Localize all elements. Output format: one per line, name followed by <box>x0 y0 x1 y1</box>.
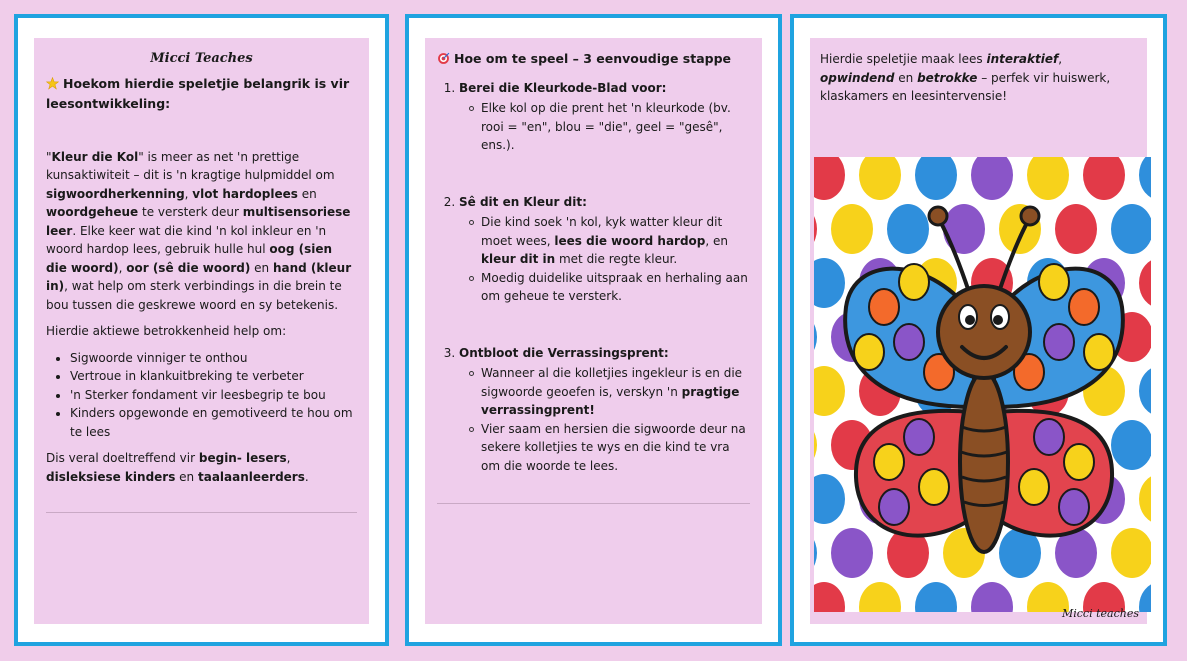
dot <box>814 258 845 308</box>
dot <box>1139 366 1151 416</box>
wing-dot <box>879 489 909 525</box>
info-card-why <box>14 14 389 646</box>
dot <box>814 366 845 416</box>
butterfly-illustration <box>814 157 1151 612</box>
wing-dot <box>1064 444 1094 480</box>
dot <box>831 204 873 254</box>
signature: Micci teaches <box>1061 607 1139 620</box>
list-item: Die kind soek 'n kol, kyk watter kleur dit moet wees, lees die woord hardop, en kleur dit in met die regte kleur. <box>481 213 750 269</box>
dot <box>943 204 985 254</box>
steps-list <box>437 79 750 476</box>
dot <box>814 474 845 524</box>
closing-paragraph: Dis veral doeltreffend vir begin- lesers, disleksiese kinders en taalaanleerders. <box>46 451 309 484</box>
how-heading: Hoe om te speel – 3 eenvoudige stappe <box>437 50 750 71</box>
intro-paragraph: "Kleur die Kol" is meer as net 'n prettige kunsaktiwiteit – dit is 'n kragtige hulpmiddel om sigwoordherkenning, vlot hardoplees en woordgeheue te versterk deur multisensoriese leer. Elke keer wat die kind 'n kol inkleur en 'n woord hardop lees, gebruik hulle hul oog (sien die woord), oor (sê die woord) en hand (kleur in), wat help om sterk verbindings in die brein te bou tussen die geskrewe woord en sy betekenis. <box>46 149 352 312</box>
dot <box>1111 420 1151 470</box>
butterfly-dot-picture <box>814 157 1151 612</box>
list-item: • Kinders opgewonde en gemotiveerd te hou om te lees <box>70 404 357 441</box>
dot <box>971 582 1013 612</box>
wing-dot <box>1044 324 1074 360</box>
wing-dot <box>1059 489 1089 525</box>
wing-dot <box>1019 469 1049 505</box>
step-1 <box>459 79 750 155</box>
list-item: Vier saam en hersien die sigwoorde deur na sekere kolletjies te wys en die kind te vra om die woorde te lees. <box>481 420 750 476</box>
butterfly-icon <box>845 207 1123 552</box>
dot <box>1083 157 1125 200</box>
dot <box>1139 474 1151 524</box>
step-3 <box>459 344 750 476</box>
dot <box>1139 157 1151 200</box>
wing-dot <box>854 334 884 370</box>
dot <box>814 312 817 362</box>
dot <box>971 157 1013 200</box>
dot <box>814 204 817 254</box>
list-item: Moedig duidelike uitspraak en herhaling aan om geheue te versterk. <box>481 269 750 306</box>
dot <box>814 157 845 200</box>
wing-dot <box>1084 334 1114 370</box>
wing-dot <box>1034 419 1064 455</box>
list-item: Elke kol op die prent het 'n kleurkode (bv. rooi = "en", blou = "die", geel = "gesê", ens.). <box>481 99 750 155</box>
dot <box>915 582 957 612</box>
wing-dot <box>869 289 899 325</box>
wing-dot <box>904 419 934 455</box>
divider <box>437 503 750 504</box>
list-item: • Sigwoorde vinniger te onthou <box>70 349 357 368</box>
star-icon <box>46 77 59 96</box>
list-item: • Vertroue in klankuitbreking te verbeter <box>70 367 357 386</box>
list-item: • 'n Sterker fondament vir leesbegrip te bou <box>70 386 357 405</box>
summary-paragraph: Hierdie speletjie maak lees interaktief, opwindend en betrokke – perfek vir huiswerk, klaskamers en leesintervensie! <box>820 52 1111 103</box>
step-title: Ontbloot die Verrassingsprent: <box>459 345 669 360</box>
step-2 <box>459 193 750 306</box>
dot <box>1139 258 1151 308</box>
wing-dot <box>899 264 929 300</box>
step-title: Berei die Kleurkode-Blad voor: <box>459 80 667 95</box>
target-icon <box>437 52 450 71</box>
dot <box>915 157 957 200</box>
dot <box>814 528 817 578</box>
dot <box>814 582 845 612</box>
wing-dot <box>874 444 904 480</box>
divider <box>46 512 357 513</box>
dot <box>831 528 873 578</box>
dot <box>1111 204 1151 254</box>
brand-title: Micci Teaches <box>150 51 253 66</box>
dot <box>1027 157 1069 200</box>
step-title: Sê dit en Kleur dit: <box>459 194 587 209</box>
benefits-list <box>46 349 357 442</box>
dot <box>1055 204 1097 254</box>
helps-intro: Hierdie aktiewe betrokkenheid help om: <box>46 324 287 338</box>
wing-dot <box>894 324 924 360</box>
dot <box>814 420 817 470</box>
info-card-how-to-play <box>405 14 782 646</box>
why-heading: Hoekom hierdie speletjie belangrik is vir leesontwikkeling: <box>46 75 350 111</box>
list-item: Wanneer al die kolletjies ingekleur is en die sigwoorde geoefen is, verskyn 'n pragtige verrassingprent! <box>481 364 750 420</box>
info-card-picture <box>790 14 1167 646</box>
dot <box>1111 528 1151 578</box>
dot <box>887 204 929 254</box>
info-card-how-content <box>425 38 762 624</box>
wing-dot <box>1039 264 1069 300</box>
dot <box>859 157 901 200</box>
wing-dot <box>1069 289 1099 325</box>
dot <box>859 582 901 612</box>
wing-dot <box>919 469 949 505</box>
dot <box>1139 582 1151 612</box>
info-card-why-content <box>34 38 369 624</box>
